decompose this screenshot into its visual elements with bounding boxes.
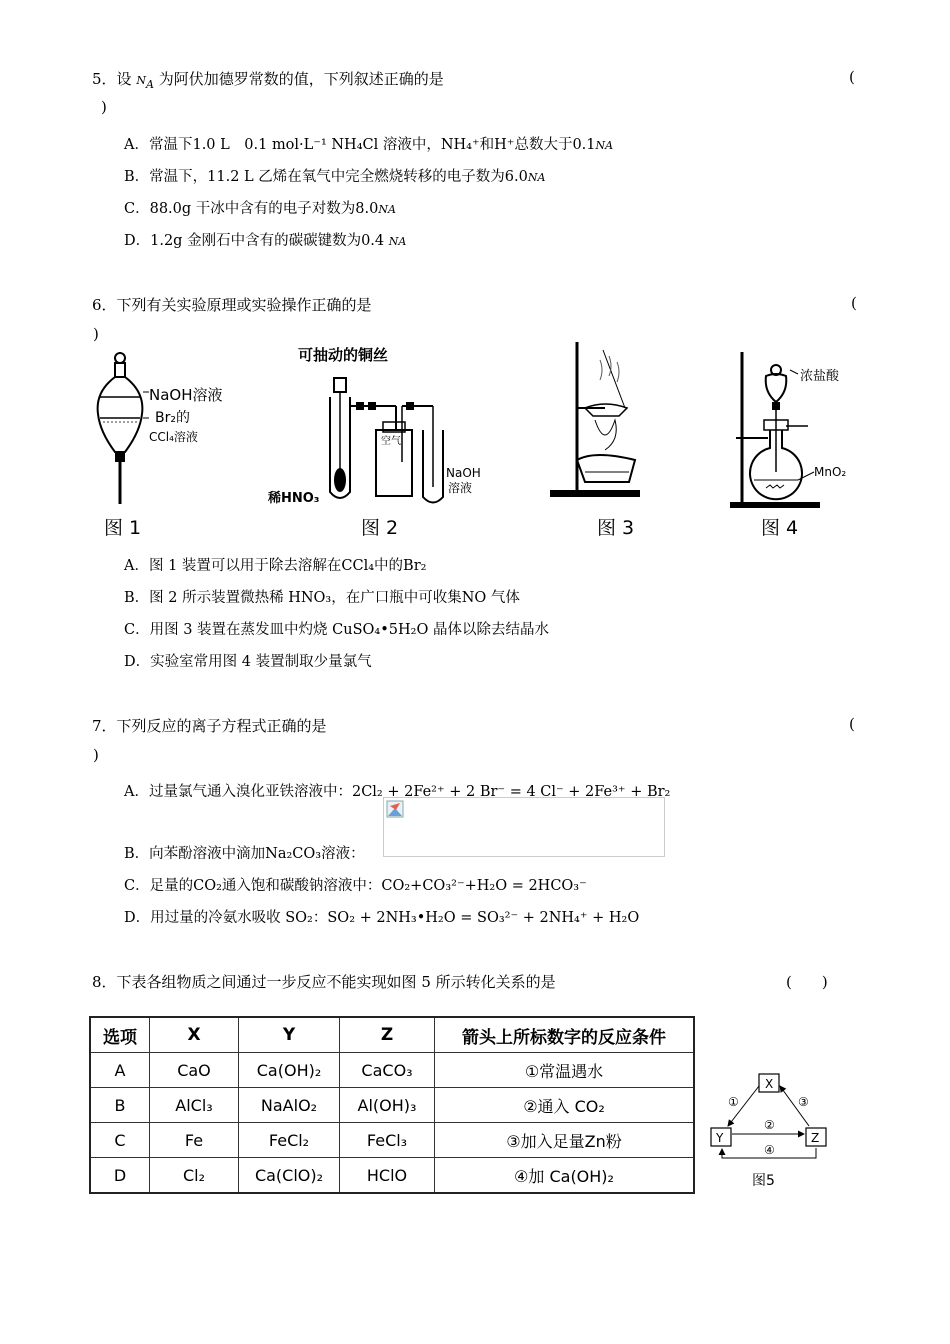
- table-cell: A: [90, 1053, 150, 1088]
- fig4-label-hcl: 浓盐酸: [800, 369, 840, 384]
- fig2-label-solution: 溶液: [448, 481, 473, 495]
- fig2-clip-1: [356, 402, 364, 410]
- figure-2-nitric-acid-apparatus: [268, 342, 508, 512]
- figure-1-separatory-funnel: [95, 352, 235, 512]
- q7-stem: 7．下列反应的离子方程式正确的是: [92, 717, 327, 735]
- table-row: [90, 1123, 694, 1158]
- table-cell: C: [90, 1123, 150, 1158]
- q5-option-a-na: NA: [595, 139, 614, 152]
- q5-option-a: [124, 133, 613, 154]
- fig5-num-1: ①: [728, 1095, 739, 1109]
- q6-paren-open: (: [851, 294, 857, 312]
- fig3-alcohol-lamp: [577, 455, 635, 482]
- fig1-label-ccl4: CCl₄溶液: [149, 430, 198, 444]
- q5-option-c: [124, 197, 396, 218]
- table-cell: CaO: [150, 1053, 239, 1088]
- table-header-cell: 选项: [90, 1017, 150, 1053]
- table-cell: B: [90, 1088, 150, 1123]
- funnel-stopcock: [115, 452, 125, 462]
- q7-option-a: A．过量氯气通入溴化亚铁溶液中：2Cl₂ + 2Fe²⁺ + 2 Br⁻ = 4 Cl⁻ + 2Fe³⁺ + Br₂: [124, 784, 671, 800]
- table-header-cell: X: [150, 1017, 239, 1053]
- table-cell: D: [90, 1158, 150, 1194]
- fig5-label-z: Z: [811, 1131, 820, 1145]
- fig1-label-br2: Br₂的: [155, 410, 190, 426]
- q5-option-c-text: C．88.0g 干冰中含有的电子对数为8.0: [124, 201, 379, 217]
- q7-paren-open: (: [849, 715, 855, 733]
- fig4-stopcock: [772, 402, 780, 410]
- q6-option-a: A．图 1 装置可以用于除去溶解在CCl₄中的Br₂: [124, 558, 427, 574]
- q5-option-d-text: D．1.2g 金刚石中含有的碳碳键数为0.4: [124, 233, 389, 249]
- fig2-label-hno3: 稀HNO₃: [268, 491, 320, 506]
- q8-table: [89, 1016, 695, 1194]
- q5-option-b: [124, 165, 545, 186]
- fig5-caption: 图5: [752, 1173, 775, 1189]
- figure-4-chlorine-apparatus: [728, 352, 868, 512]
- fig4-leader-hcl: [790, 370, 798, 374]
- fig4-stand-base: [730, 502, 820, 508]
- q5-option-d: [124, 229, 406, 250]
- q7-option-c: C．足量的CO₂通入饱和碳酸钠溶液中：CO₂+CO₃²⁻+H₂O = 2HCO₃⁻: [124, 878, 587, 894]
- table-cell: Ca(ClO)₂: [239, 1158, 340, 1194]
- fig5-num-3: ③: [798, 1095, 809, 1109]
- q6-option-d: D．实验室常用图 4 装置制取少量氯气: [124, 654, 372, 670]
- table-cell: Cl₂: [150, 1158, 239, 1194]
- figure-5-triangle-diagram: [706, 1062, 842, 1162]
- fig1-caption: 图 1: [104, 517, 142, 539]
- table-cell: CaCO₃: [340, 1053, 435, 1088]
- table-row: [90, 1053, 694, 1088]
- fig4-mno2: [766, 485, 784, 488]
- fig4-dropping-funnel: [766, 374, 787, 402]
- fig4-label-mno2: MnO₂: [814, 465, 847, 479]
- table-header-cell: 箭头上所标数字的反应条件: [435, 1017, 695, 1053]
- fig3-flame: [595, 420, 616, 450]
- table-cell: ②通入 CO₂: [435, 1088, 695, 1123]
- fig2-label-naoh: NaOH: [446, 466, 481, 480]
- q5-na-sub: A: [145, 78, 154, 91]
- fig2-clip-3: [406, 402, 414, 410]
- fig1-label-naoh: NaOH溶液: [149, 386, 223, 404]
- q8-paren: ( ): [786, 973, 828, 991]
- fig5-num-2: ②: [764, 1118, 775, 1132]
- fig4-caption: 图 4: [761, 517, 799, 539]
- fig3-caption: 图 3: [597, 517, 635, 539]
- q6-option-b: B．图 2 所示装置微热稀 HNO₃，在广口瓶中可收集NO 气体: [124, 590, 520, 606]
- fig3-vapor: [600, 356, 619, 382]
- fig2-copper-coil: [334, 468, 346, 492]
- table-cell: ①常温遇水: [435, 1053, 695, 1088]
- table-cell: Fe: [150, 1123, 239, 1158]
- q5-stem-b: 为阿伏加德罗常数的值，下列叙述正确的是: [153, 70, 444, 88]
- fig3-rod: [603, 350, 625, 408]
- table-cell: Ca(OH)₂: [239, 1053, 340, 1088]
- broken-image-icon: [386, 800, 404, 818]
- table-cell: FeCl₂: [239, 1123, 340, 1158]
- broken-image-placeholder: [383, 797, 665, 857]
- fig2-caption: 图 2: [361, 517, 399, 539]
- funnel-neck: [115, 363, 125, 377]
- fig2-clip-2: [368, 402, 376, 410]
- fig3-evaporating-dish: [585, 404, 627, 416]
- fig5-label-x: X: [765, 1077, 774, 1091]
- fig2-label-air: 空气: [381, 436, 401, 447]
- q5-paren-close: ): [101, 98, 107, 116]
- fig4-leader-mno2: [798, 472, 814, 480]
- q8-stem: 8．下表各组物质之间通过一步反应不能实现如图 5 所示转化关系的是: [92, 973, 556, 991]
- q5-option-b-text: B．常温下，11.2 L 乙烯在氧气中完全燃烧转移的电子数为6.0: [124, 169, 528, 185]
- q7-paren-close: ): [93, 746, 99, 764]
- table-cell: ③加入足量Zn粉: [435, 1123, 695, 1158]
- funnel-stopper: [115, 353, 125, 363]
- q5-option-d-na: NA: [388, 235, 407, 248]
- table-cell: HClO: [340, 1158, 435, 1194]
- q6-stem: 6．下列有关实验原理或实验操作正确的是: [92, 296, 372, 314]
- fig5-label-y: Y: [716, 1131, 724, 1145]
- table-cell: NaAlO₂: [239, 1088, 340, 1123]
- fig2-wire-top: [334, 378, 346, 392]
- q5-stem-a: 设: [116, 70, 132, 88]
- table-cell: AlCl₃: [150, 1088, 239, 1123]
- table-cell: FeCl₃: [340, 1123, 435, 1158]
- q6-paren-close: ): [93, 325, 99, 343]
- q5-option-c-na: NA: [378, 203, 396, 216]
- funnel-body: [98, 377, 143, 452]
- q5-stem: [92, 68, 444, 89]
- table-header-cell: Y: [239, 1017, 340, 1053]
- fig2-label-copper-wire: 可抽动的铜丝: [298, 346, 389, 364]
- fig3-stand-base: [550, 490, 640, 497]
- q6-option-c: C．用图 3 装置在蒸发皿中灼烧 CuSO₄•5H₂O 晶体以除去结晶水: [124, 622, 549, 638]
- q7-option-b: B．向苯酚溶液中滴加Na₂CO₃溶液：: [124, 846, 365, 862]
- q5-option-a-text: A．常温下1.0 L 0.1 mol·L⁻¹ NH₄Cl 溶液中，NH₄⁺和H⁺总数大于0.1: [124, 137, 596, 153]
- q5-option-b-na: NA: [527, 171, 546, 184]
- table-row: [90, 1088, 694, 1123]
- table-header-row: [90, 1017, 694, 1053]
- q5-na: N: [136, 74, 146, 87]
- table-cell: Al(OH)₃: [340, 1088, 435, 1123]
- table-header-cell: Z: [340, 1017, 435, 1053]
- figure-3-evaporating-dish: [545, 340, 665, 505]
- table-cell: ④加 Ca(OH)₂: [435, 1158, 695, 1194]
- table-row: [90, 1158, 694, 1194]
- q5-number: 5．: [92, 70, 117, 88]
- q5-paren-open: (: [849, 68, 855, 86]
- q7-option-d: D．用过量的冷氨水吸收 SO₂：SO₂ + 2NH₃•H₂O = SO₃²⁻ + 2NH₄⁺ + H₂O: [124, 910, 640, 926]
- fig5-num-4: ④: [764, 1143, 775, 1157]
